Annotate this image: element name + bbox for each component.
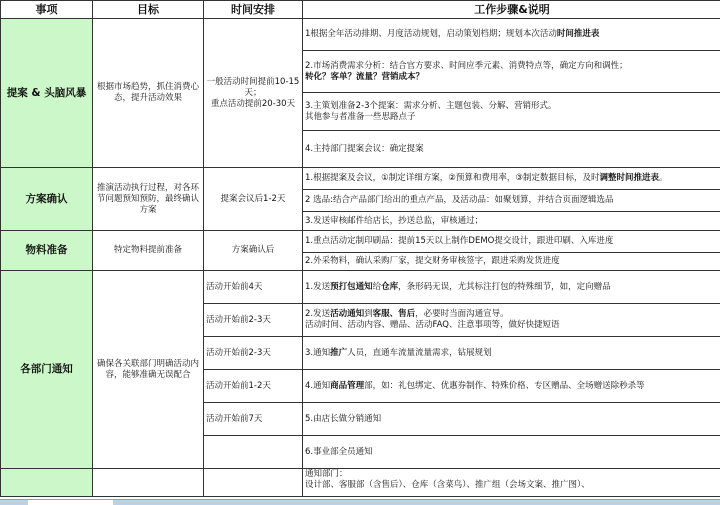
table-row [1, 271, 720, 304]
time-cell-text: 一般活动时间提前10-15天； 重点活动提前20-30天 [207, 77, 300, 109]
time-cell[interactable] [204, 19, 303, 168]
step-cell[interactable] [303, 436, 720, 469]
step-text: ，必要时当面沟通宣导。 活动时间、活动内容、赠品、活动FAQ、注意事项等，做好快捷短语 [305, 309, 559, 330]
header-goal[interactable]: 目标 [93, 1, 204, 19]
time-cell-text: 活动开始前1-2天 [206, 381, 271, 391]
step-text: 3.主策划准备2-3个提案：需求分析、主题包装、分解、营销形式。 其他参与者准备一些思路点子 [305, 101, 557, 122]
step-cell[interactable] [303, 51, 720, 93]
header-row [1, 1, 720, 19]
step-text-bold: 客服、售后 [373, 309, 416, 319]
header-category[interactable]: 事项 [1, 1, 93, 19]
time-cell-text: 活动开始前2-3天 [206, 348, 271, 358]
step-cell[interactable] [303, 168, 720, 190]
step-text: 3.发送审核邮件给店长，抄送总监，审核通过； [305, 216, 483, 226]
step-text-bold: 转化？客单？流量？营销成本？ [305, 72, 424, 82]
goal-cell-text: 根据市场趋势，抓住消费心态，提升活动效果 [97, 82, 199, 103]
sheet-tab-bar [0, 499, 720, 505]
step-text-bold: 商品管理 [330, 381, 364, 391]
step-text: 。 [659, 173, 668, 183]
step-text-bold: 仓库 [381, 282, 398, 292]
step-text-bold: 预打包通知 [330, 282, 373, 292]
time-cell[interactable] [204, 403, 303, 436]
table-row [1, 19, 720, 51]
goal-cell[interactable] [93, 19, 204, 168]
step-cell[interactable] [303, 403, 720, 436]
step-text: 2.外采物料，确认采购厂家，提交财务审核签字，跟进采购发货进度 [305, 256, 560, 266]
sheet-tab[interactable] [28, 500, 113, 505]
step-cell[interactable] [303, 469, 720, 497]
category-cell[interactable] [1, 469, 93, 497]
step-cell[interactable] [303, 304, 720, 337]
time-cell-text: 活动开始前7天 [206, 414, 262, 424]
step-text: 给 [373, 282, 382, 292]
step-text: 3.通知 [305, 348, 330, 358]
goal-cell-text: 确保各关联部门明确活动内容，能够准确无误配合 [97, 359, 199, 380]
step-text-bold: 活动通知 [330, 309, 364, 319]
time-cell-text: 活动开始前4天 [206, 282, 262, 292]
category-cell[interactable] [1, 168, 93, 231]
step-text: 1.根据提案及会议，①制定详细方案，②预算和费用率，③制定数据目标，及时 [305, 173, 599, 183]
category-cell-text: 方案确认 [26, 193, 68, 205]
step-text-bold: 推广 [330, 348, 347, 358]
step-cell[interactable] [303, 212, 720, 231]
time-cell-text: 活动开始前2-3天 [206, 315, 271, 325]
step-text: 1根据全年活动排期、月度活动规划，启动策划档期；规划本次活动 [305, 29, 557, 39]
goal-cell[interactable] [93, 231, 204, 271]
header-steps[interactable]: 工作步骤&说明 [303, 1, 720, 19]
category-cell[interactable] [1, 271, 93, 469]
step-text: 5.由店长做分销通知 [305, 414, 381, 424]
step-cell[interactable] [303, 253, 720, 271]
category-cell-text: 物料准备 [26, 244, 68, 256]
step-text: 6.事业部全员通知 [305, 447, 373, 457]
category-cell[interactable] [1, 231, 93, 271]
table-row [1, 168, 720, 190]
step-cell[interactable] [303, 131, 720, 168]
step-text: 通知部门： 设计部、客服部（含售后）、仓库（含菜鸟）、推广组（会场文案、推广图）、 [305, 469, 590, 490]
time-cell[interactable] [204, 436, 303, 469]
step-cell[interactable] [303, 93, 720, 131]
time-cell[interactable] [204, 370, 303, 403]
step-cell[interactable] [303, 271, 720, 304]
time-cell[interactable] [204, 231, 303, 271]
category-cell[interactable] [1, 19, 93, 168]
step-text: 人员，直通车流量流量需求，钻展规划 [347, 348, 492, 358]
step-text: 1.重点活动定制印刷品：提前15天以上制作DEMO提交设计，跟进印刷、入库进度 [305, 236, 613, 246]
step-text: 4.通知 [305, 381, 330, 391]
time-cell[interactable] [204, 168, 303, 231]
time-cell[interactable] [204, 469, 303, 497]
table-row [1, 231, 720, 253]
goal-cell[interactable] [93, 469, 204, 497]
time-cell[interactable] [204, 304, 303, 337]
goal-cell[interactable] [93, 168, 204, 231]
step-text: 2.市场消费需求分析：结合官方要求、时间应季元素、消费特点等，确定方向和调性； [305, 61, 628, 71]
header-time[interactable]: 时间安排 [204, 1, 303, 19]
step-text: 2.发送 [305, 309, 330, 319]
category-cell-text: 各部门通知 [20, 363, 73, 375]
step-cell[interactable] [303, 370, 720, 403]
step-text: 到 [364, 309, 373, 319]
time-cell[interactable] [204, 271, 303, 304]
table-row [1, 469, 720, 497]
time-cell-text: 提案会议后1-2天 [221, 194, 286, 204]
goal-cell[interactable] [93, 271, 204, 469]
step-text-bold: 调整时间推进表 [599, 173, 659, 183]
time-cell[interactable] [204, 337, 303, 370]
step-text-bold: 时间推进表 [557, 29, 600, 39]
step-cell[interactable] [303, 231, 720, 253]
step-text: 4.主持部门提案会议：确定提案 [305, 144, 424, 154]
step-text: 部，如：礼包绑定、优惠券制作、特殊价格、专区赠品、全场赠送除秒杀等 [364, 381, 645, 391]
goal-cell-text: 推演活动执行过程，对各环节问题预知预防，最终确认方案 [97, 183, 199, 215]
category-cell-text: 提案 & 头脑风暴 [7, 87, 86, 99]
step-text: 1.发送 [305, 282, 330, 292]
time-cell-text: 方案确认后 [232, 245, 275, 255]
step-text: 2 选品:结合产品部门给出的重点产品，及活动品：如聚划算，并结合页面逻辑选品 [305, 195, 613, 205]
step-cell[interactable] [303, 337, 720, 370]
goal-cell-text: 特定物料提前准备 [114, 245, 182, 255]
step-cell[interactable] [303, 19, 720, 51]
step-cell[interactable] [303, 190, 720, 212]
step-text: ，条形码无误，尤其标注打包的特殊细节，如，定向赠品 [398, 282, 611, 292]
